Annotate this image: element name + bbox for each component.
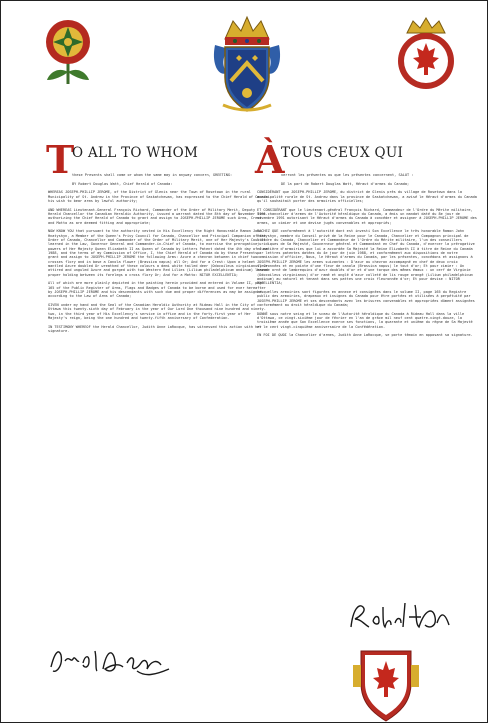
canola-flower-emblem [35,16,101,86]
herald-chancellor-signature [45,641,175,681]
english-paragraph: IN TESTIMONY WHEREOF the Herald Chancellor, Judith Anne LaRocque, has witnessed this action with her signature. [48,324,262,334]
french-signer: DE la part de Robert Douglas Watt, Héraut d'armes du Canada; [281,181,410,186]
chief-herald-signature [345,597,455,637]
french-paragraph: CONSIDÉRANT que JOSEPH-PHILLIP JEROME, du district de Glenis près du village de Rosetown dans la municipalité rurale de St. Andrew dans la province de Saskatchewan, a avisé le Héraut d'armes du Canada qu'il souhaitait porter des armoiries officielles; [257,190,477,203]
french-dropcap: À [255,137,285,182]
english-signer: BY Robert Douglas Watt, Chief Herald of Canada: [72,181,173,186]
english-greeting: these Presents shall come or whom the same may in anyway concern, GREETING: [72,173,233,177]
english-paragraph: GIVEN under my hand and the Seal of the Canadian Heraldic Authority at Rideau Hall in the City of Ottawa this twenty-sixth day of February in the year of Our Lord One thousand nine hundred and ninety-two, in the third year of His Excellency's service in office and in the forty-first year of Her Majesty's reign, being the one hundred and twenty-fifth anniversary of Confederation. [48,303,266,321]
french-paragraph: SACHEZ QUE conformément à l'autorité dont est investi Son Excellence le très honorable Ramon John Hnatyshyn, membre du Conseil privé de la Reine pour le Canada, Chancelier et Compagnon principal de l'Ordre du Canada, Chancelier et Commandeur de l'Ordre du Mérite militaire, l'un des conseillers juridiques de Sa Majesté, Gouverneur général et Commandant en Chef du Canada, d'exercer la prérogative en matière d'armoiries que lui a accordée Sa Majesté la Reine Elizabeth II à titre de Reine du Canada par lettres patentes datées du 4e jour de juin 1988, et conformément aux dispositions de notre commission d'officier, Nous, le Héraut d'armes du Canada, par les présentes, concédons et assignons à JOSEPH-PHILLIP JEROME les armes suivantes : D'azur au chevron accompagné en chef de deux croix fleuronnées et en pointe d'une fleur de canola (Brassica napus) le tout d'or; Et pour cimier : Un heaume orné de lambrequins d'azur doublés d'or et d'une torque des mêmes émaux : un cerf de Virginie (Odocoileus virginianus) d'or ramé et onglé d'azur colleté de lis rouge orangé (Lilium philadelphicum andinum) au naturel et tenant dans ses pattes une croix fleuronnée d'or; Et pour devise : NITOR EXCELLENTIA; [257,229,475,286]
heraldic-authority-emblem [395,17,457,95]
french-paragraph: DONNÉ sous notre seing et le sceau de l'Autorité héraldique du Canada à Rideau Hall dans la ville d'Ottawa, ce vingt-sixième jour de février en l'an de grâce mil neuf cent quatre-vingt-douze, la troisième année que Son Excellence exerce ses fonctions, la quarante et unième du règne de Sa Majesté et le cent vingt-cinquième anniversaire de la Confédération. [257,311,473,329]
english-dropcap: T [46,137,75,182]
french-greeting: verront les présentes ou que les présentes concernent, SALUT : [281,173,414,177]
english-paragraph: WHEREAS JOSEPH-PHILLIP JEROME, of the District of Glenis near the Town of Rosetown in the rural Municipality of St. Andrew in the Province of Saskatchewan, has expressed to the Chief Herald of Canada his wish to bear arms by lawful authority; [48,190,268,203]
french-paragraph: Lesquelles armoiries sont figurées en annexe et consignées dans le volume II, page 165 du Registre public des armoiries, drapeaux et insignes du Canada pour être portées et utilisées à perpétuité par JOSEPH-PHILLIP JEROME et ses descendants avec les brisures convenables et appropriées dûment assignées conformément au droit héraldique du Canada; [257,290,475,308]
french-paragraph: ET CONSIDÉRANT que le lieutenant-général François Richard, Commandeur de l'Ordre du Mérite militaire, Vice-chancelier d'armes de l'Autorité héraldique du Canada, a émis un mandat daté du 8e jour de novembre 1991 autorisant le Héraut d'armes du Canada à concéder et assigner à JOSEPH-PHILLIP JEROME des armes, un cimier et une devise jugés convenables et appropriés; [257,207,477,225]
heraldic-seal [351,643,421,723]
french-paragraph: EN FOI DE QUOI la Chancelier d'armes, Judith Anne LaRocque, se porte témoin en apposant sa signature. [257,333,473,338]
english-heading: O ALL TO WHOM [72,145,199,161]
coat-of-arms-emblem [211,15,283,115]
english-column [46,137,268,338]
english-paragraph: All of which are more plainly depicted in the painting herein provided and entered in Volume II, page 165 of the Public Register of Arms, Flags and Badges of Canada to be borne and used for ever hereafter by JOSEPH-PHILLIP JEROME and his descendants with such due and proper differences as may be assigned according to the Law of Arms of Canada; [48,281,266,299]
english-paragraph: AND WHEREAS Lieutenant-General François Richard, Commander of the Order of Military Merit, Deputy Herald Chancellor the Canadian Heraldic Authority, issued a warrant dated the 8th day of November 1991 authorizing the Chief Herald of Canada to grant and assign to JOSEPH-PHILLIP JEROME such Arms, Crest and Motto as are deemed fitting and appropriate; [48,207,266,225]
french-heading: TOUS CEUX QUI [281,145,404,161]
french-column [255,137,477,342]
english-paragraph: NOW KNOW YOU that pursuant to the authority vested in His Excellency the Right Honourable Ramon John Hnatyshyn, a Member of the Queen's Privy Council for Canada, Chancellor and Principal Companion of the Order of Canada, Chancellor and Commander of the Order of Military Merit, one of Her Majesty's Counsel learned in the Law, Governor General and Commander-in-Chief of Canada, to exercise the prerogative powers of Her Majesty Queen Elizabeth II as Queen of Canada by Letters Patent dated the 4th day of June 1988, and the terms of my Commission of Office, I, the Chief Herald of Canada do by these Presents grant and assign to JOSEPH-PHILLIP JEROME the following Arms: Azure a chevron between in chief two crosses flory and in base a Canola flower (Brassica napus) all Or; And for a Crest: Upon a helmet mantled Azure doubled Or wreathed of these colours a demi white tailed deer (Odocoileus virginianus) Or attired and unguled Azure and gorged with two Western Red Lilies (Lilium philadelphicum andinum) leaved proper holding between its forelegs a cross flory Or; And for a Motto: NITOR EXCELLENTIA; [48,229,268,277]
